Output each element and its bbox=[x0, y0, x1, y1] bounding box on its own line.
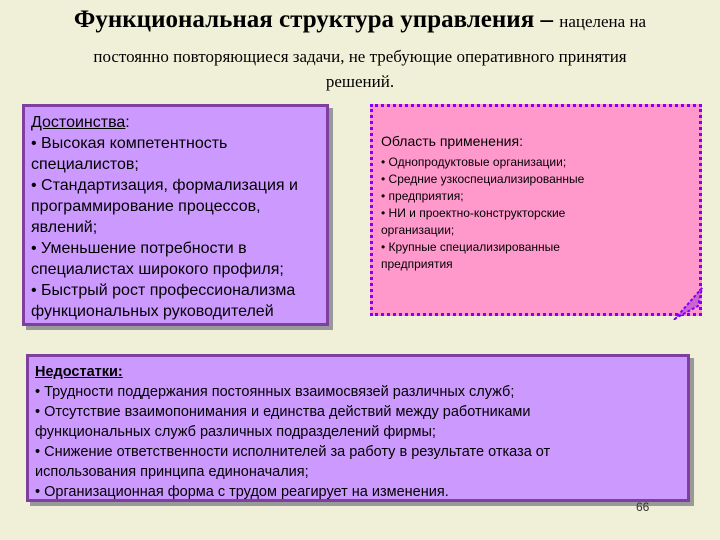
subtitle-line-2: решений. bbox=[325, 72, 395, 91]
advantages-line: специалистов; bbox=[31, 156, 139, 173]
advantages-line: программирование процессов, bbox=[31, 198, 261, 215]
advantages-line: • Уменьшение потребности в bbox=[31, 240, 247, 257]
advantages-line: • Высокая компетентность bbox=[31, 135, 228, 152]
disadvantages-box bbox=[26, 354, 690, 502]
advantages-colon: : bbox=[125, 114, 130, 131]
application-line: • Однопродуктовые организации; bbox=[381, 155, 567, 169]
application-line: • предприятия; bbox=[381, 189, 464, 203]
disadvantages-line: • Отсутствие взаимопонимания и единства действий между работниками bbox=[35, 404, 531, 420]
advantages-line: функциональных руководителей bbox=[31, 303, 274, 320]
slide-subtitle bbox=[0, 44, 720, 94]
application-line: • НИ и проектно-конструкторские bbox=[381, 206, 566, 220]
title-main: Функциональная структура управления – bbox=[73, 6, 560, 33]
page-number: 66 bbox=[636, 500, 650, 514]
application-area-box bbox=[370, 104, 702, 316]
advantages-line: • Стандартизация, формализация и bbox=[31, 177, 298, 194]
advantages-line: специалистах широкого профиля; bbox=[31, 261, 284, 278]
disadvantages-line: • Трудности поддержания постоянных взаимосвязей различных служб; bbox=[35, 384, 515, 400]
disadvantages-line: • Организационная форма с трудом реагирует на изменения. bbox=[35, 484, 449, 500]
disadvantages-line: • Снижение ответственности исполнителей за работу в результате отказа от bbox=[35, 444, 551, 460]
page-curl-icon bbox=[672, 284, 706, 320]
disadvantages-line: использования принципа единоначалия; bbox=[35, 464, 309, 480]
application-line: • Крупные специализированные bbox=[381, 240, 560, 254]
advantages-heading: Достоинства bbox=[31, 114, 126, 131]
application-line: • Средние узкоспециализированные bbox=[381, 172, 585, 186]
title-tail: нацелена на bbox=[559, 12, 647, 31]
application-line: организации; bbox=[381, 223, 455, 237]
subtitle-line-1: постоянно повторяющиеся задачи, не требующие оперативного принятия bbox=[93, 47, 627, 66]
application-heading: Область применения: bbox=[381, 133, 523, 149]
advantages-box bbox=[22, 104, 329, 326]
application-line: предприятия bbox=[381, 257, 453, 271]
advantages-line: • Быстрый рост профессионализма bbox=[31, 282, 296, 299]
slide-title bbox=[0, 6, 720, 34]
disadvantages-heading: Недостатки: bbox=[35, 364, 123, 380]
advantages-line: явлений; bbox=[31, 219, 98, 236]
disadvantages-line: функциональных служб различных подразделений фирмы; bbox=[35, 424, 436, 440]
